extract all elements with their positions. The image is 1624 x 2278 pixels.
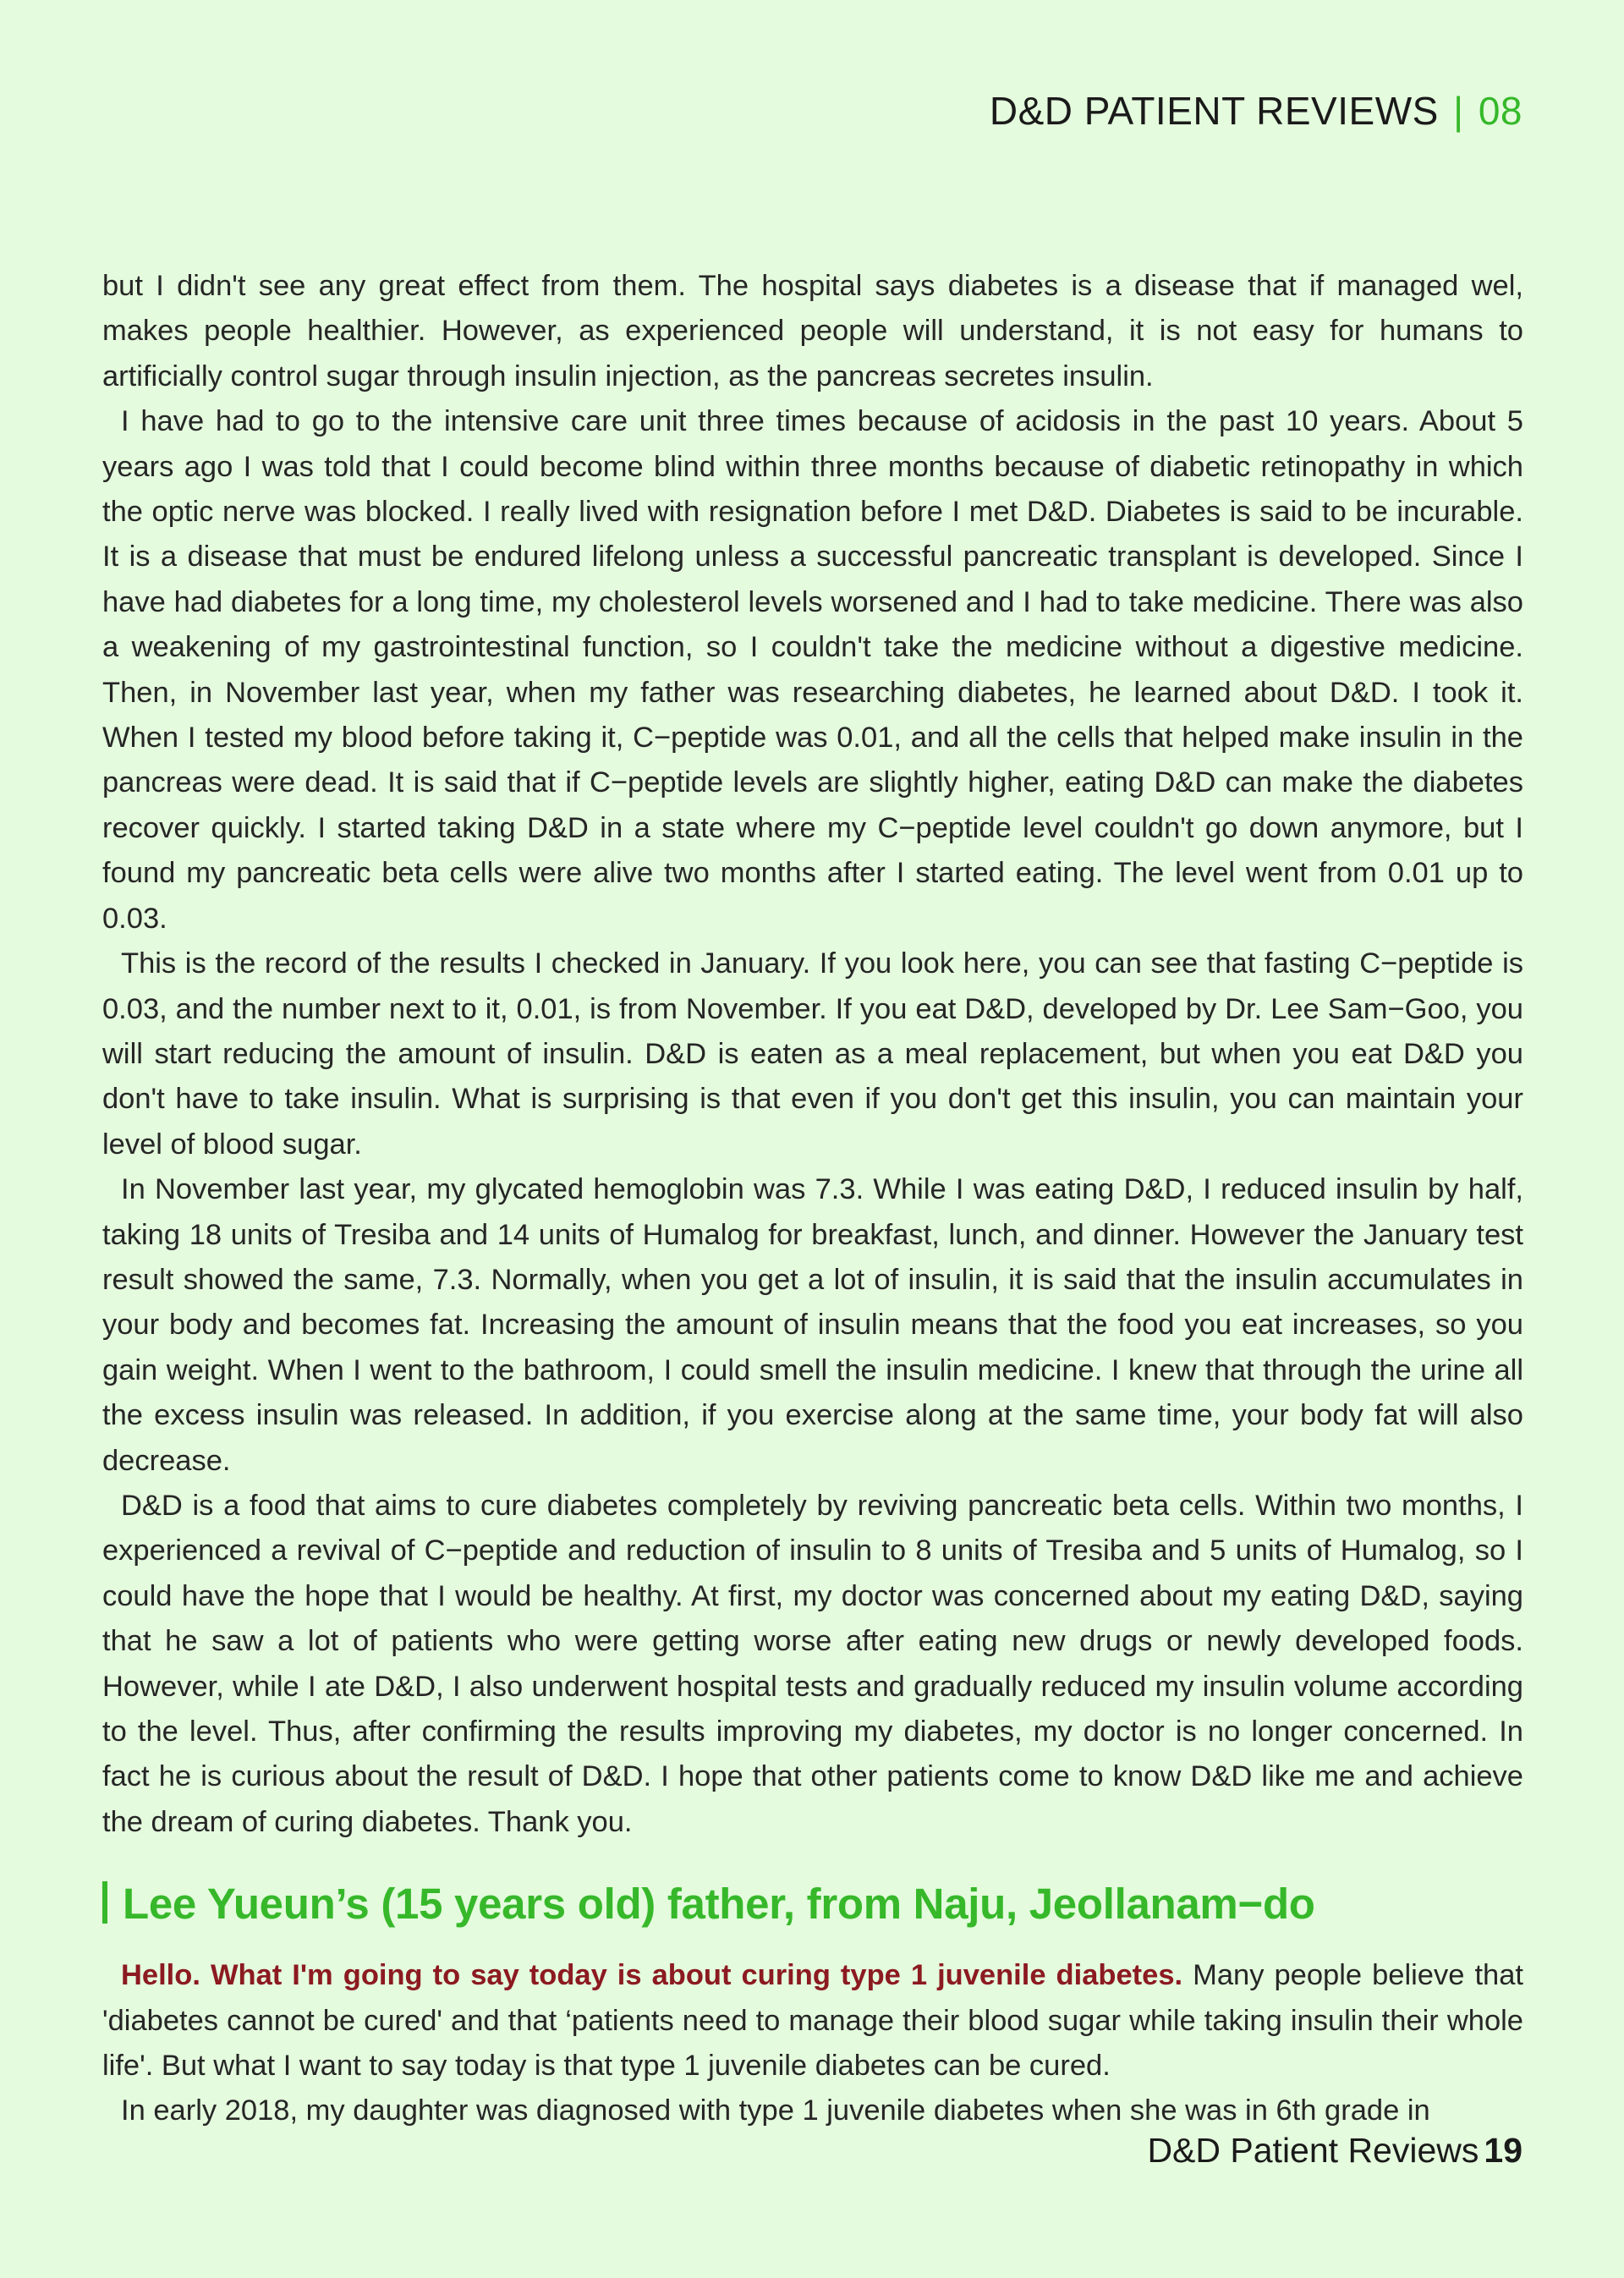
section-heading-bar (102, 1881, 107, 1924)
section-heading-text: Lee Yueun’s (15 years old) father, from Naju, Jeollanam−do (123, 1880, 1315, 1929)
section-intro-highlight: Hello. What I'm going to say today is about curing type 1 juvenile diabetes. (121, 1959, 1183, 1992)
body-paragraph-5: D&D is a food that aims to cure diabetes completely by reviving pancreatic beta cells. Within two months, I experienced a revival of C−peptide and reduction of insulin to 8 units of Tresiba and 5 units of Humalog, so I could have the hope that I would be healthy. At first, my doctor was concerned about my eating D&D, saying that he saw a lot of patients who were getting worse after eating new drugs or newly developed foods. However, while I ate D&D, I also underwent hospital tests and gradually reduced my insulin volume according to the level. Thus, after confirming the results improving my diabetes, my doctor is no longer concerned. In fact he is curious about the result of D&D. I hope that other patients come to know D&D like me and achieve the dream of curing diabetes. Thank you. (102, 1489, 1523, 1838)
article-body (102, 264, 1523, 2134)
header-issue-number: 08 (1478, 89, 1522, 133)
header-title: D&D PATIENT REVIEWS (989, 89, 1439, 133)
page-number: 19 (1484, 2131, 1522, 2170)
body-paragraph-2: I have had to go to the intensive care unit three times because of acidosis in the past 10 years. About 5 years ago I was told that I could become blind within three months because of diabetic retinopathy in which the optic nerve was blocked. I really lived with resignation before I met D&D. Diabetes is said to be incurable. It is a disease that must be endured lifelong unless a successful pancreatic transplant is developed. Since I have had diabetes for a long time, my cholesterol levels worsened and I had to take medicine. There was also a weakening of my gastrointestinal function, so I couldn't take the medicine without a digestive medicine. Then, in November last year, when my father was researching diabetes, he learned about D&D. I took it. When I tested my blood before taking it, C−peptide was 0.01, and all the cells that helped make insulin in the pancreas were dead. It is said that if C−peptide levels are slightly higher, eating D&D can make the diabetes recover quickly. I started taking D&D in a state where my C−peptide level couldn't go down anymore, but I found my pancreatic beta cells were alive two months after I started eating. The level went from 0.01 up to 0.03. (102, 405, 1523, 935)
body-paragraph-3: This is the record of the results I checked in January. If you look here, you can see that fasting C−peptide is 0.03, and the number next to it, 0.01, is from November. If you eat D&D, developed by Dr. Lee Sam−Goo, you will start reducing the amount of insulin. D&D is eaten as a meal replacement, but when you eat D&D you don't have to take insulin. What is surprising is that even if you don't get this insulin, you can maintain your level of blood sugar. (102, 947, 1523, 1161)
body-paragraph-1: but I didn't see any great effect from them. The hospital says diabetes is a disease that if managed wel, makes people healthier. However, as experienced people will understand, it is not easy for humans to artificially control sugar through insulin injection, as the pancreas secretes insulin. (102, 270, 1523, 392)
section-intro-rest: Many people believe that 'diabetes cannot be cured' and that ‘patients need to manage their blood sugar while taking insulin their whole life'. But what I want to say today is that type 1 juvenile diabetes can be cured. (102, 1959, 1523, 2083)
running-header (990, 88, 1522, 134)
section-heading (102, 1877, 1523, 1931)
body-paragraph-4: In November last year, my glycated hemoglobin was 7.3. While I was eating D&D, I reduced insulin by half, taking 18 units of Tresiba and 14 units of Humalog for breakfast, lunch, and dinner. However the January test result showed the same, 7.3. Normally, when you get a lot of insulin, it is said that the insulin accumulates in your body and becomes fat. Increasing the amount of insulin means that the food you eat increases, so you gain weight. When I went to the bathroom, I could smell the insulin medicine. I knew that through the urine all the excess insulin was released. In addition, if you exercise along at the same time, your body fat will also decrease. (102, 1173, 1523, 1477)
footer-label: D&D Patient Reviews (1147, 2131, 1479, 2170)
header-separator: | (1453, 89, 1464, 133)
section-paragraph-2: In early 2018, my daughter was diagnosed with type 1 juvenile diabetes when she was in 6th grade in (121, 2094, 1430, 2127)
section-paragraph-1 (102, 1953, 1523, 2089)
page-footer (1147, 2131, 1522, 2171)
